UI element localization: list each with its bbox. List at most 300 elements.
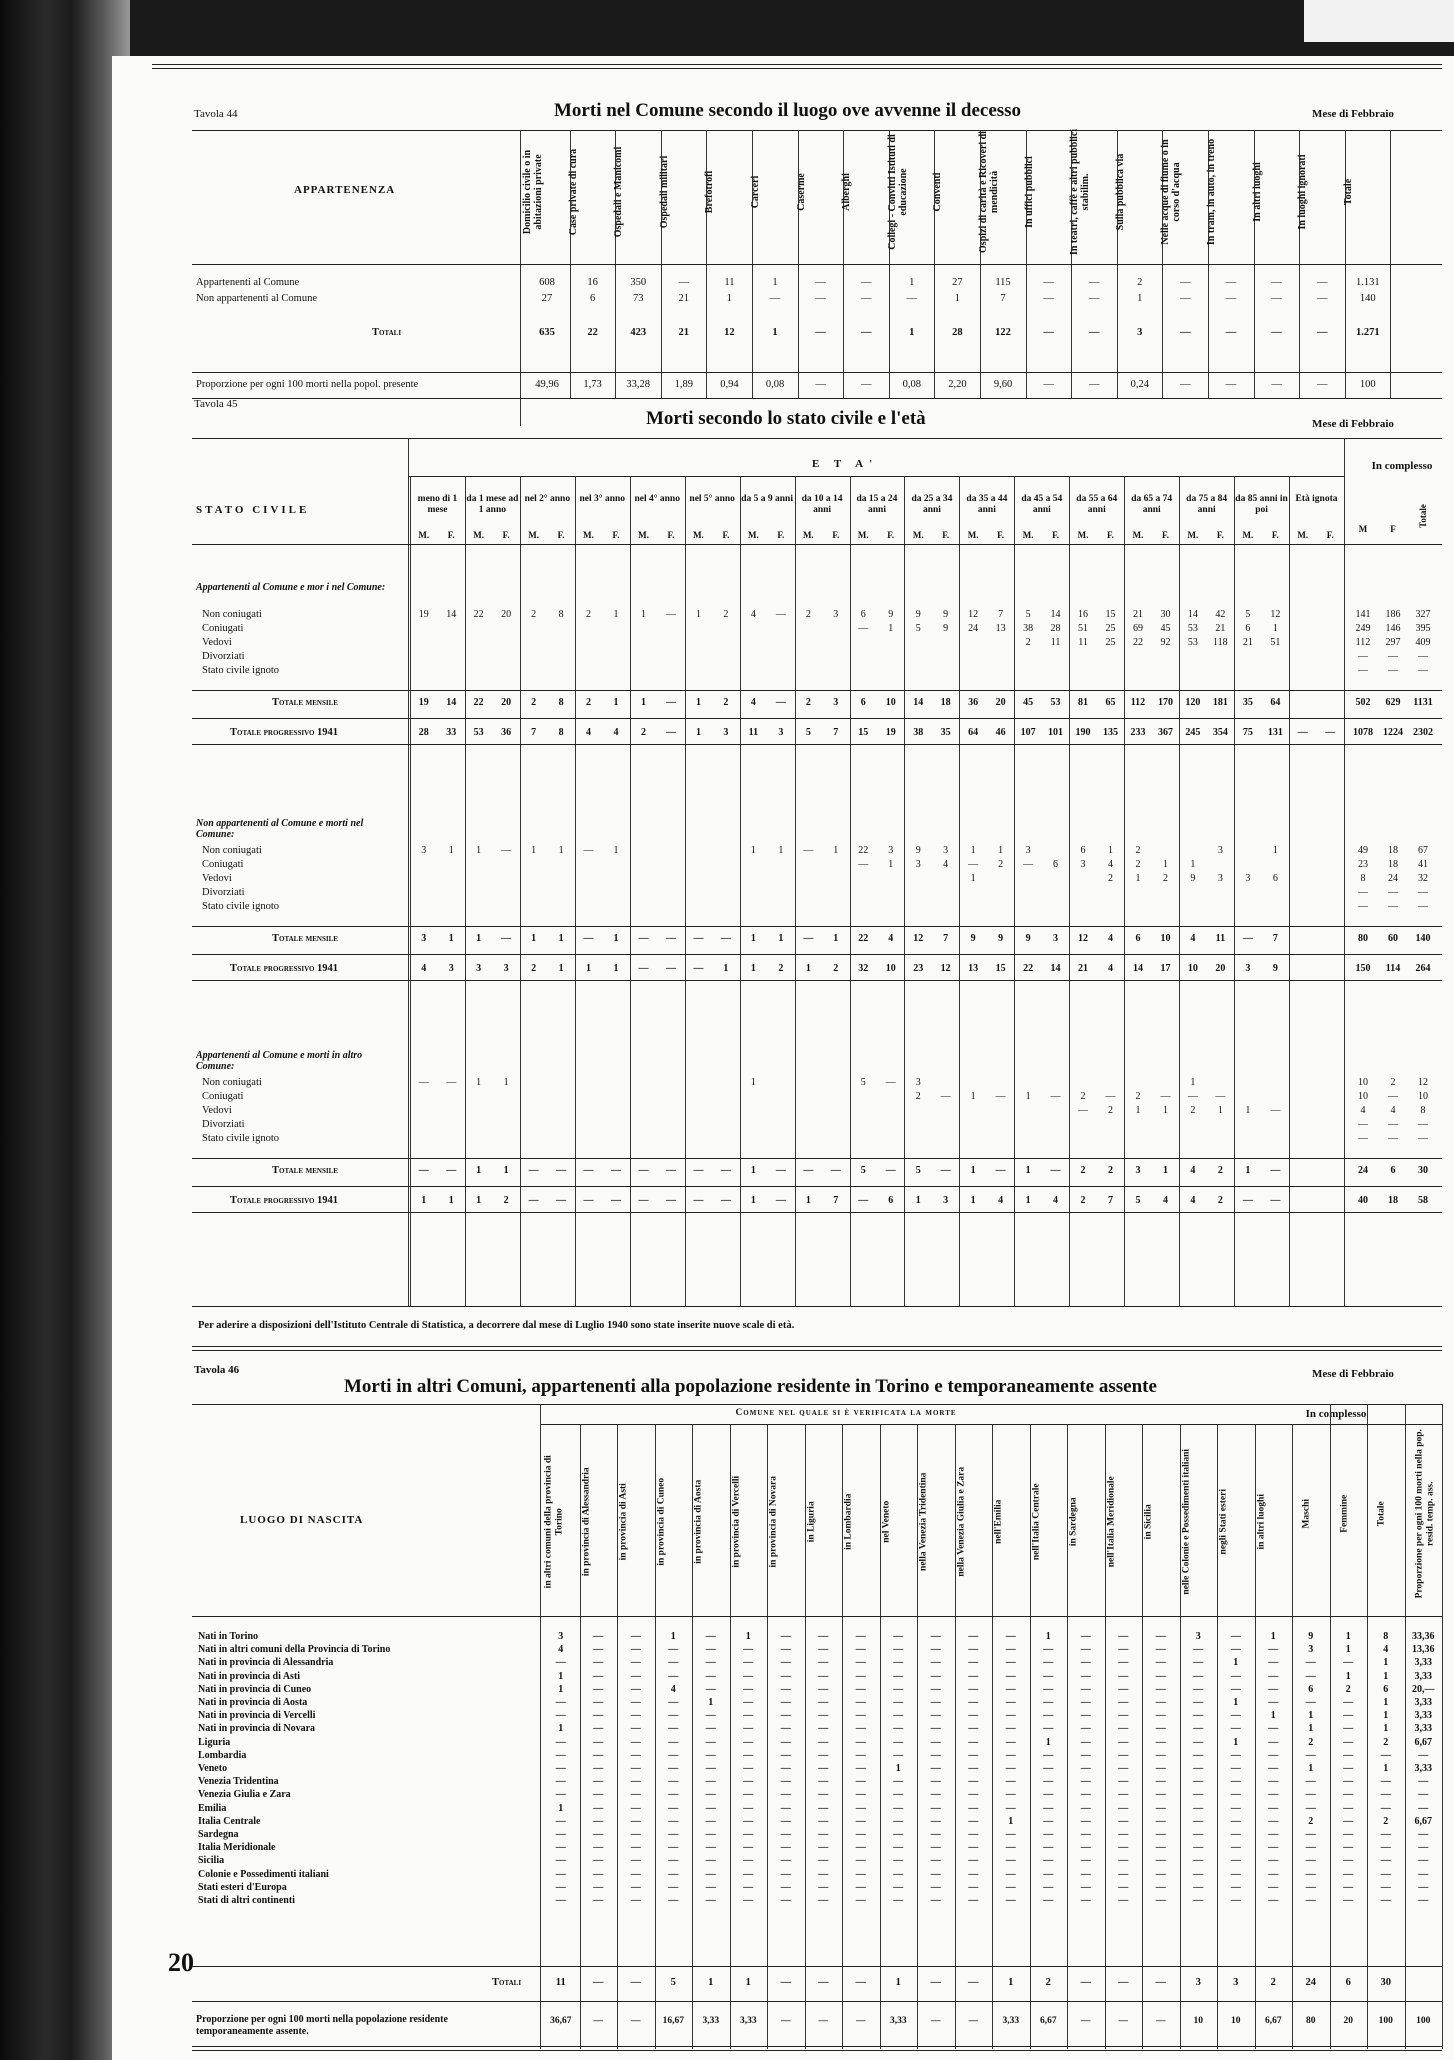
t46-cell: —	[780, 1657, 791, 1669]
t45-cell: 150	[1355, 963, 1371, 974]
t46-cell: —	[1043, 1881, 1054, 1893]
t45-cell: 30	[1160, 609, 1171, 620]
t45-age-header: Età ignota	[1295, 494, 1338, 504]
t45-cell: —	[1270, 1105, 1281, 1116]
t45-cell: 1	[805, 1195, 811, 1206]
t46-cell: —	[1343, 1789, 1354, 1801]
t45-eta-header: E T A'	[812, 458, 879, 470]
t46-cell: —	[1155, 1895, 1166, 1906]
t45-cell: 1	[970, 1165, 976, 1176]
t45-cell: 629	[1385, 697, 1401, 708]
t46-row	[112, 1762, 1454, 1775]
t46-cell: —	[1043, 1749, 1054, 1761]
t45-cell: 15	[858, 727, 869, 738]
t45-row-label: Vedovi	[202, 1105, 232, 1116]
t46-cell: —	[930, 1670, 941, 1682]
t44-cell: 16	[587, 277, 598, 288]
t45-age-header: nel 3° anno	[579, 494, 626, 504]
t46-row-label: Sardegna	[198, 1829, 239, 1840]
t46-cell: —	[1193, 1895, 1204, 1906]
t45-cell: 6	[1272, 873, 1278, 884]
t46-cell: 6,67	[1414, 1815, 1432, 1827]
t46-cell: —	[1005, 1842, 1016, 1854]
t46-cell: —	[705, 1749, 716, 1761]
t45-cell: 3	[1217, 845, 1223, 856]
t45-cell: 2	[778, 963, 784, 974]
t44-cell: 1,89	[674, 379, 693, 390]
t45-cell: 2	[998, 859, 1004, 870]
t46-cell: 5	[670, 1977, 676, 1988]
t44-cell: 0,24	[1130, 379, 1149, 390]
t46-cell: —	[930, 1683, 941, 1695]
t45-cell: —	[720, 933, 731, 944]
t46-cell: —	[1155, 1683, 1166, 1695]
t44-title: Morti nel Comune secondo il luogo ove avvenne il decesso	[554, 100, 1022, 121]
t46-cell: —	[1155, 1657, 1166, 1669]
t44-col-header: Caserme	[795, 173, 807, 211]
t45-cell: 32	[1418, 873, 1428, 884]
t44-cell: 1.271	[1355, 327, 1380, 338]
t46-cell: —	[705, 1842, 716, 1854]
t45-cell: 7	[943, 933, 949, 944]
t45-cell: 1	[448, 845, 454, 856]
t46-cell: —	[705, 1736, 716, 1748]
t45-cell: 233	[1130, 727, 1146, 738]
t45-cell: 5	[915, 1165, 921, 1176]
t45-cell: 69	[1132, 623, 1143, 634]
t45-cell: 45	[1160, 623, 1171, 634]
t45-cell: 1	[613, 845, 619, 856]
t44-cell: 21	[678, 327, 690, 338]
t46-cell: —	[968, 1881, 979, 1893]
t46-cell: —	[1343, 1815, 1354, 1827]
t46-cell: —	[630, 1855, 641, 1867]
t45-cell: 10	[1358, 1077, 1368, 1088]
t45-cell: 4	[1190, 1165, 1196, 1176]
t46-cell: 1	[1383, 1723, 1389, 1735]
t46-cell: —	[1118, 1749, 1129, 1761]
t45-cell: 3	[421, 845, 427, 856]
t45-cell: —	[1358, 901, 1368, 912]
t46-cell: 3,33	[702, 2016, 720, 2026]
t46-cell: —	[1155, 1829, 1166, 1840]
t45-cell: 245	[1185, 727, 1201, 738]
t45-cell: —	[803, 933, 814, 944]
t44-cell: —	[906, 293, 918, 304]
t46-cell: —	[630, 1881, 641, 1893]
t46-cell: —	[855, 1776, 866, 1788]
t45-cell: —	[1160, 1091, 1171, 1102]
t46-col-header: in Lombardia	[843, 1493, 854, 1550]
t46-cell: 3	[1195, 1631, 1201, 1642]
t46-cell: —	[1005, 1657, 1016, 1669]
t46-cell: —	[818, 2016, 828, 2026]
t45-cell: 1	[1217, 1105, 1223, 1116]
t45-mf-header: F.	[997, 530, 1005, 540]
t46-cell: —	[1380, 1842, 1391, 1854]
t46-cell: 2	[1308, 1815, 1314, 1827]
t45-cell: 40	[1358, 1195, 1368, 1206]
t45-cell: 1	[998, 845, 1004, 856]
t45-cell: —	[638, 1195, 649, 1206]
t45-cell: 141	[1355, 609, 1371, 620]
t45-cell: 1224	[1383, 727, 1403, 738]
t45-cell: 1	[1107, 845, 1113, 856]
t45-cell: 3	[833, 609, 839, 620]
t45-cell: 53	[1187, 637, 1198, 648]
t46-cell: —	[968, 1710, 979, 1722]
t46-cell: —	[1230, 1868, 1241, 1880]
t45-cell: —	[583, 1195, 594, 1206]
t46-row	[112, 1854, 1454, 1867]
t45-cell: 38	[1023, 623, 1034, 634]
t46-cell: —	[855, 1881, 866, 1893]
t46-cell: —	[1080, 1868, 1091, 1880]
t46-cell: 2	[1270, 1977, 1276, 1988]
t46-col-header: Maschi	[1301, 1498, 1312, 1529]
t45-row-label: Coniugati	[202, 623, 244, 634]
t45-cell: 2	[1107, 1165, 1113, 1176]
t45-row	[112, 1090, 1454, 1104]
t45-cell: 35	[1242, 697, 1253, 708]
t46-cell: 11	[555, 1977, 566, 1988]
t46-cell: —	[1005, 1829, 1016, 1840]
t44-row	[112, 326, 1454, 340]
t45-mf-header: M.	[1077, 530, 1089, 540]
t45-mf-header: M.	[418, 530, 430, 540]
t46-col-header: nella Venezia Tridentina	[918, 1472, 929, 1571]
t45-cell: 1	[695, 697, 701, 708]
t46-cell: —	[743, 1763, 754, 1774]
t46-cell: —	[743, 1829, 754, 1840]
t44-cell: 27	[952, 277, 963, 288]
t45-cell: 264	[1415, 963, 1431, 974]
t46-cell: —	[930, 1802, 941, 1814]
t45-cell: —	[665, 1165, 676, 1176]
t46-cell: 1	[558, 1723, 564, 1735]
t46-cell: —	[1155, 1881, 1166, 1893]
t46-cell: —	[1118, 1855, 1129, 1867]
t45-cell: 1	[805, 963, 811, 974]
t45-cell: 3	[915, 1077, 921, 1088]
t46-row	[112, 1828, 1454, 1841]
t46-cell: —	[1193, 1657, 1204, 1669]
t45-age-header: da 35 a 44 anni	[966, 494, 1008, 515]
t45-cell: 5	[1025, 609, 1031, 620]
t46-cell: —	[593, 1763, 604, 1774]
t46-cell: —	[1118, 1710, 1129, 1722]
t45-cell: 5	[805, 727, 811, 738]
t45-cell: 51	[1270, 637, 1281, 648]
t45-cell: 4	[1107, 963, 1113, 974]
t46-cell: —	[1343, 1829, 1354, 1840]
t45-cell: 1	[613, 963, 619, 974]
t46-cell: —	[930, 1789, 941, 1801]
t46-cell: —	[1118, 1763, 1129, 1774]
t45-cell: 14	[1050, 609, 1061, 620]
t46-cell: —	[855, 1657, 866, 1669]
t45-cell: 80	[1358, 933, 1368, 944]
t46-cell: —	[1193, 1670, 1204, 1682]
t46-cell: —	[705, 1776, 716, 1788]
t45-cell: 21	[1215, 623, 1226, 634]
t45-cell: —	[665, 697, 676, 708]
t46-cell: —	[555, 1763, 566, 1774]
t45-cell: —	[665, 727, 676, 738]
t46-group-header: Comune nel quale si è verificata la morte	[735, 1408, 957, 1418]
t44-month: Mese di Febbraio	[1312, 108, 1394, 120]
t45-cell: —	[665, 933, 676, 944]
t46-cell: —	[1305, 1657, 1316, 1669]
t44-cell: 33,28	[626, 379, 650, 390]
book-binding-shadow	[0, 0, 130, 2060]
t45-cell: 12	[1270, 609, 1281, 620]
t45-cell: 170	[1157, 697, 1173, 708]
t45-rule	[192, 1186, 1442, 1187]
t45-cell: 17	[1160, 963, 1171, 974]
t46-cell: —	[1380, 1776, 1391, 1788]
t46-col-header: in provincia di Alessandria	[580, 1467, 591, 1577]
t45-cell: 1	[558, 933, 564, 944]
t45-cell: 1	[640, 609, 646, 620]
t44-cell: 11	[724, 277, 735, 288]
t46-cell: —	[930, 1855, 941, 1867]
t45-row-label: Coniugati	[202, 859, 244, 870]
t45-cell: 5	[860, 1165, 866, 1176]
t46-cell: —	[630, 1829, 641, 1840]
t45-cell: 51	[1078, 623, 1089, 634]
t44-cell: —	[1225, 379, 1237, 390]
t46-cell: —	[1193, 1644, 1204, 1656]
t46-col-header: in altri comuni della provincia di Torino	[543, 1455, 565, 1589]
t46-cell: —	[893, 1789, 904, 1801]
t45-cell: —	[1388, 901, 1398, 912]
t46-cell: —	[818, 1855, 829, 1867]
t46-cell: 6	[1383, 1683, 1389, 1695]
t45-cell: —	[418, 1165, 429, 1176]
t45-cell: 4	[750, 697, 756, 708]
t45-cell: —	[1418, 651, 1428, 662]
t45-cell: 20	[1215, 963, 1226, 974]
t45-cell: 53	[473, 727, 484, 738]
t46-cell: —	[1155, 1644, 1166, 1656]
t45-cell: —	[638, 933, 649, 944]
t46-cell: 2	[1045, 1977, 1051, 1988]
t45-cell: 49	[1358, 845, 1368, 856]
t46-cell: —	[630, 1631, 641, 1642]
t45-cell: 2	[1162, 873, 1168, 884]
t46-cell: —	[1005, 1644, 1016, 1656]
t44-cell: 1	[1137, 293, 1143, 304]
t46-cell: —	[630, 1697, 641, 1708]
t45-cell: 1	[750, 963, 756, 974]
t44-cell: 1	[909, 277, 915, 288]
t46-cell: —	[780, 1842, 791, 1854]
t46-cell: —	[1043, 1697, 1054, 1708]
t45-row-label: Totale mensile	[272, 933, 338, 944]
t46-cell: —	[1230, 1763, 1241, 1774]
t46-col-header: nel Veneto	[880, 1500, 891, 1543]
t46-cell: —	[856, 2016, 866, 2026]
t45-row-label: Divorziati	[202, 887, 245, 898]
t45-cell: —	[1418, 1133, 1428, 1144]
t45-cell: 3	[1245, 963, 1251, 974]
t46-cell: —	[1005, 1710, 1016, 1722]
t45-cell: 354	[1212, 727, 1228, 738]
t46-cell: —	[1380, 1749, 1391, 1761]
t45-cell: 19	[418, 697, 429, 708]
t45-cell: 3	[778, 727, 784, 738]
t44-col-header: In uffici pubblici	[1023, 156, 1035, 228]
t45-cell: 65	[1105, 697, 1116, 708]
t45-cell: —	[446, 1077, 457, 1088]
t46-cell: —	[1268, 1868, 1279, 1880]
t46-cell: —	[1118, 1842, 1129, 1854]
t45-cell: 18	[940, 697, 951, 708]
t46-cell: —	[818, 1815, 829, 1827]
t46-cell: —	[1268, 1749, 1279, 1761]
t45-mf-header: M.	[638, 530, 649, 540]
t46-cell: 1	[895, 1763, 901, 1774]
t45-cell: 2	[640, 727, 646, 738]
t45-cell: 1	[421, 1195, 427, 1206]
t45-cell: 6	[860, 697, 866, 708]
t46-cell: 20,—	[1412, 1683, 1435, 1695]
t46-cell: —	[630, 1868, 641, 1880]
t45-head-left: STATO CIVILE	[196, 504, 310, 516]
t45-cell: 11	[1215, 933, 1226, 944]
t46-cell: —	[1155, 1802, 1166, 1814]
t45-cell: 1	[1190, 859, 1196, 870]
t46-cell: —	[1305, 1868, 1316, 1880]
t45-cell: 19	[885, 727, 896, 738]
t45-row	[112, 900, 1454, 914]
t46-cell: —	[1268, 1683, 1279, 1695]
t46-cell: —	[1156, 2016, 1166, 2026]
t45-rule	[192, 926, 1442, 927]
t44-cell: 21	[678, 293, 690, 304]
t45-rule	[192, 954, 1442, 955]
t45-cell: 2	[723, 697, 729, 708]
t46-cell: —	[855, 1670, 866, 1682]
t45-cell: 1	[695, 609, 701, 620]
t46-cell: —	[1155, 1842, 1166, 1854]
t45-mf-header: F.	[777, 530, 785, 540]
t45-mf-header: F.	[1271, 530, 1279, 540]
t46-cell: 1	[1008, 1815, 1014, 1827]
t46-row-label: Liguria	[198, 1736, 231, 1748]
t45-rule	[192, 980, 1442, 981]
t46-cell: —	[705, 1829, 716, 1840]
t46-cell: —	[1043, 1789, 1054, 1801]
t46-cell: —	[630, 1749, 641, 1761]
t45-cell: 3	[723, 727, 729, 738]
t46-cell: —	[1155, 1749, 1166, 1761]
t45-cell: 2	[1135, 859, 1141, 870]
t44-col-header: Ospedali militari	[658, 155, 670, 229]
t45-cell: 9	[888, 609, 894, 620]
t46-cell: —	[968, 1723, 979, 1735]
t46-cell: —	[1230, 1802, 1241, 1814]
t46-cell: —	[593, 1881, 604, 1893]
t45-cell: 4	[750, 609, 756, 620]
t46-cell: —	[855, 1631, 866, 1642]
t46-cell: —	[1155, 1776, 1166, 1788]
t46-cell: —	[1305, 1881, 1316, 1893]
t46-cell: —	[1118, 1776, 1129, 1788]
t46-row	[112, 1775, 1454, 1788]
t46-cell: —	[855, 1723, 866, 1735]
t46-cell: —	[1268, 1895, 1279, 1906]
t45-cell: 64	[1270, 697, 1281, 708]
t46-cell: —	[930, 1977, 941, 1988]
t46-cell: —	[780, 1868, 791, 1880]
t46-cell: —	[1268, 1881, 1279, 1893]
t46-cell: —	[780, 1710, 791, 1722]
t46-cell: —	[668, 1670, 679, 1682]
t46-cell: —	[818, 1977, 829, 1988]
t45-cell: 13	[995, 623, 1006, 634]
t45-cell: 1	[558, 845, 564, 856]
t46-cell: —	[743, 1644, 754, 1656]
t45-cell: 1	[778, 845, 784, 856]
t46-cell: 1	[1345, 1670, 1351, 1682]
t46-cell: —	[1043, 1683, 1054, 1695]
t45-cell: —	[418, 1077, 429, 1088]
t46-cell: —	[1155, 1631, 1166, 1642]
t46-cell: —	[818, 1895, 829, 1906]
t45-age-header: nel 2° anno	[524, 494, 571, 504]
t46-cell: —	[780, 1736, 791, 1748]
t46-cell: —	[1343, 1776, 1354, 1788]
t44-cell: —	[1225, 293, 1237, 304]
t45-cell: 35	[940, 727, 951, 738]
t45-rule	[192, 744, 1442, 745]
t45-age-header: nel 4° anno	[634, 494, 680, 504]
t44-cell: 0,94	[720, 379, 739, 390]
t46-col-header: Proporzione per ogni 100 morti nella pop. resid. temp. ass.	[1413, 1429, 1435, 1599]
t46-cell: —	[705, 1670, 716, 1682]
t46-cell: —	[893, 1683, 904, 1695]
t45-mf-header: M.	[473, 530, 485, 540]
t46-cell: 3	[558, 1631, 564, 1642]
t46-cell: —	[968, 1736, 979, 1748]
t45-cell: 22	[473, 609, 484, 620]
t45-row	[112, 726, 1454, 740]
t45-cell: 46	[995, 727, 1006, 738]
t46-cell: —	[1080, 1815, 1091, 1827]
t46-cell: —	[743, 1842, 754, 1854]
t46-cell: —	[818, 1631, 829, 1642]
t45-mf-header: F.	[612, 530, 620, 540]
t46-proportion-row	[112, 2014, 1454, 2040]
t44-col-header: Ospedali e Manicomi	[613, 146, 625, 238]
t46-cell: —	[1343, 1855, 1354, 1867]
t46-row	[112, 1683, 1454, 1696]
t45-cell: 2	[1025, 637, 1031, 648]
t44-cell: —	[1225, 327, 1237, 338]
t44-cell: —	[1316, 293, 1328, 304]
t45-cell: 3	[1217, 873, 1223, 884]
t45-cell: 2	[503, 1195, 509, 1206]
t45-cell: 1	[1272, 623, 1278, 634]
t46-cell: —	[1155, 1736, 1166, 1748]
t46-cell: —	[968, 1749, 979, 1761]
t45-cell: —	[665, 609, 676, 620]
t45-cell: 14	[446, 697, 457, 708]
t46-row-label: Italia Centrale	[198, 1815, 261, 1827]
t45-cell: 4	[888, 933, 894, 944]
